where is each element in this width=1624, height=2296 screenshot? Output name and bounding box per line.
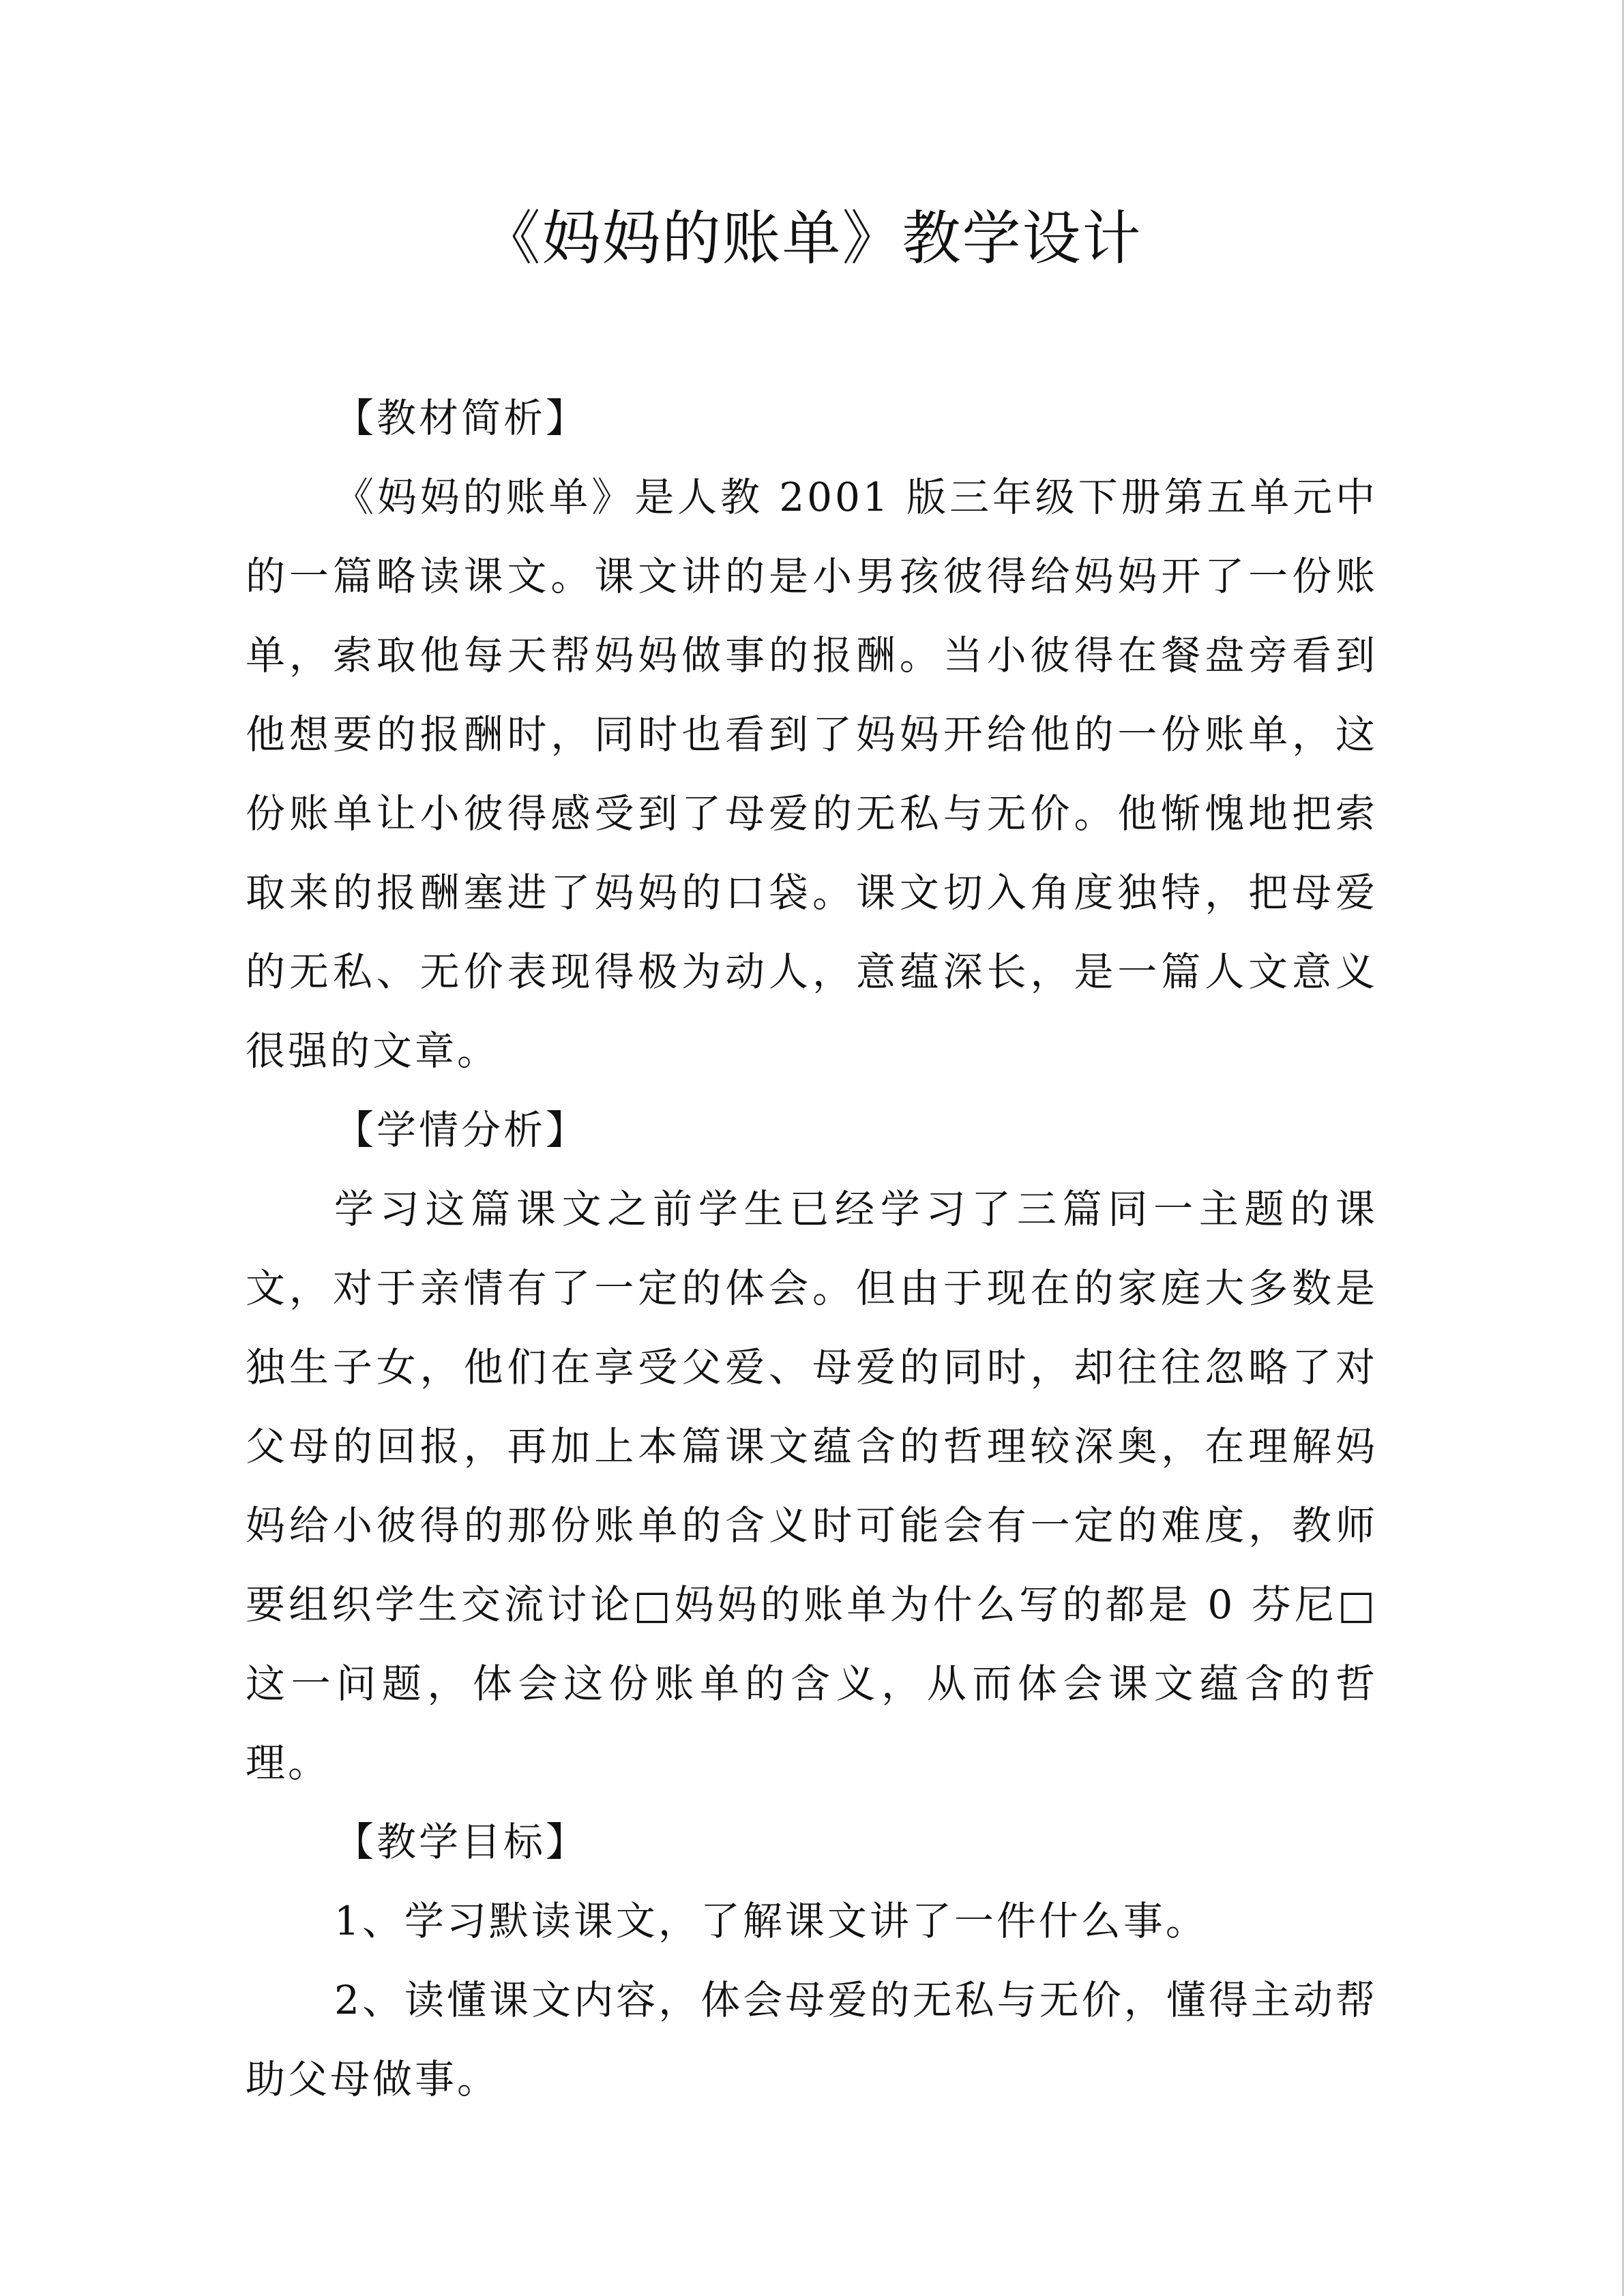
section-teaching-goals bbox=[246, 1802, 1378, 2119]
section-heading: 【教材简析】 bbox=[334, 395, 589, 441]
goal-item: 1、学习默读课文，了解课文讲了一件什么事。 bbox=[334, 1898, 1208, 1944]
page-title: 《妈妈的账单》教学设计 bbox=[482, 205, 1142, 273]
section-heading: 【学情分析】 bbox=[334, 1107, 589, 1153]
paragraph: 学习这篇课文之前学生已经学习了三篇同一主题的课文，对于亲情有了一定的体会。但由于现在的家庭大多数是独生子女，他们在享受父爱、母爱的同时，却往往忽略了对父母的回报，再加上本篇课文蕴含的哲理较深奥，在理解妈妈给小彼得的那份账单的含义时可能会有一定的难度，教师要组织学生交流讨论□妈妈的账单为什么写的都是 0 芬尼□这一问题，体会这份账单的含义，从而体会课文蕴含的哲理。 bbox=[246, 1186, 1378, 1786]
document-body bbox=[246, 378, 1378, 2119]
paragraph: 《妈妈的账单》是人教 2001 版三年级下册第五单元中的一篇略读课文。课文讲的是小男孩彼得给妈妈开了一份账单，索取他每天帮妈妈做事的报酬。当小彼得在餐盘旁看到他想要的报酬时，同时也看到了妈妈开给他的一份账单，这份账单让小彼得感受到了母爱的无私与无价。他惭愧地把索取来的报酬塞进了妈妈的口袋。课文切入角度独特，把母爱的无私、无价表现得极为动人，意蕴深长，是一篇人文意义很强的文章。 bbox=[246, 474, 1378, 1074]
section-learner-analysis bbox=[246, 1090, 1378, 1802]
section-heading: 【教学目标】 bbox=[334, 1819, 589, 1865]
goal-item: 2、读懂课文内容，体会母爱的无私与无价，懂得主动帮助父母做事。 bbox=[246, 1977, 1378, 2102]
section-textbook-analysis bbox=[246, 378, 1378, 1090]
